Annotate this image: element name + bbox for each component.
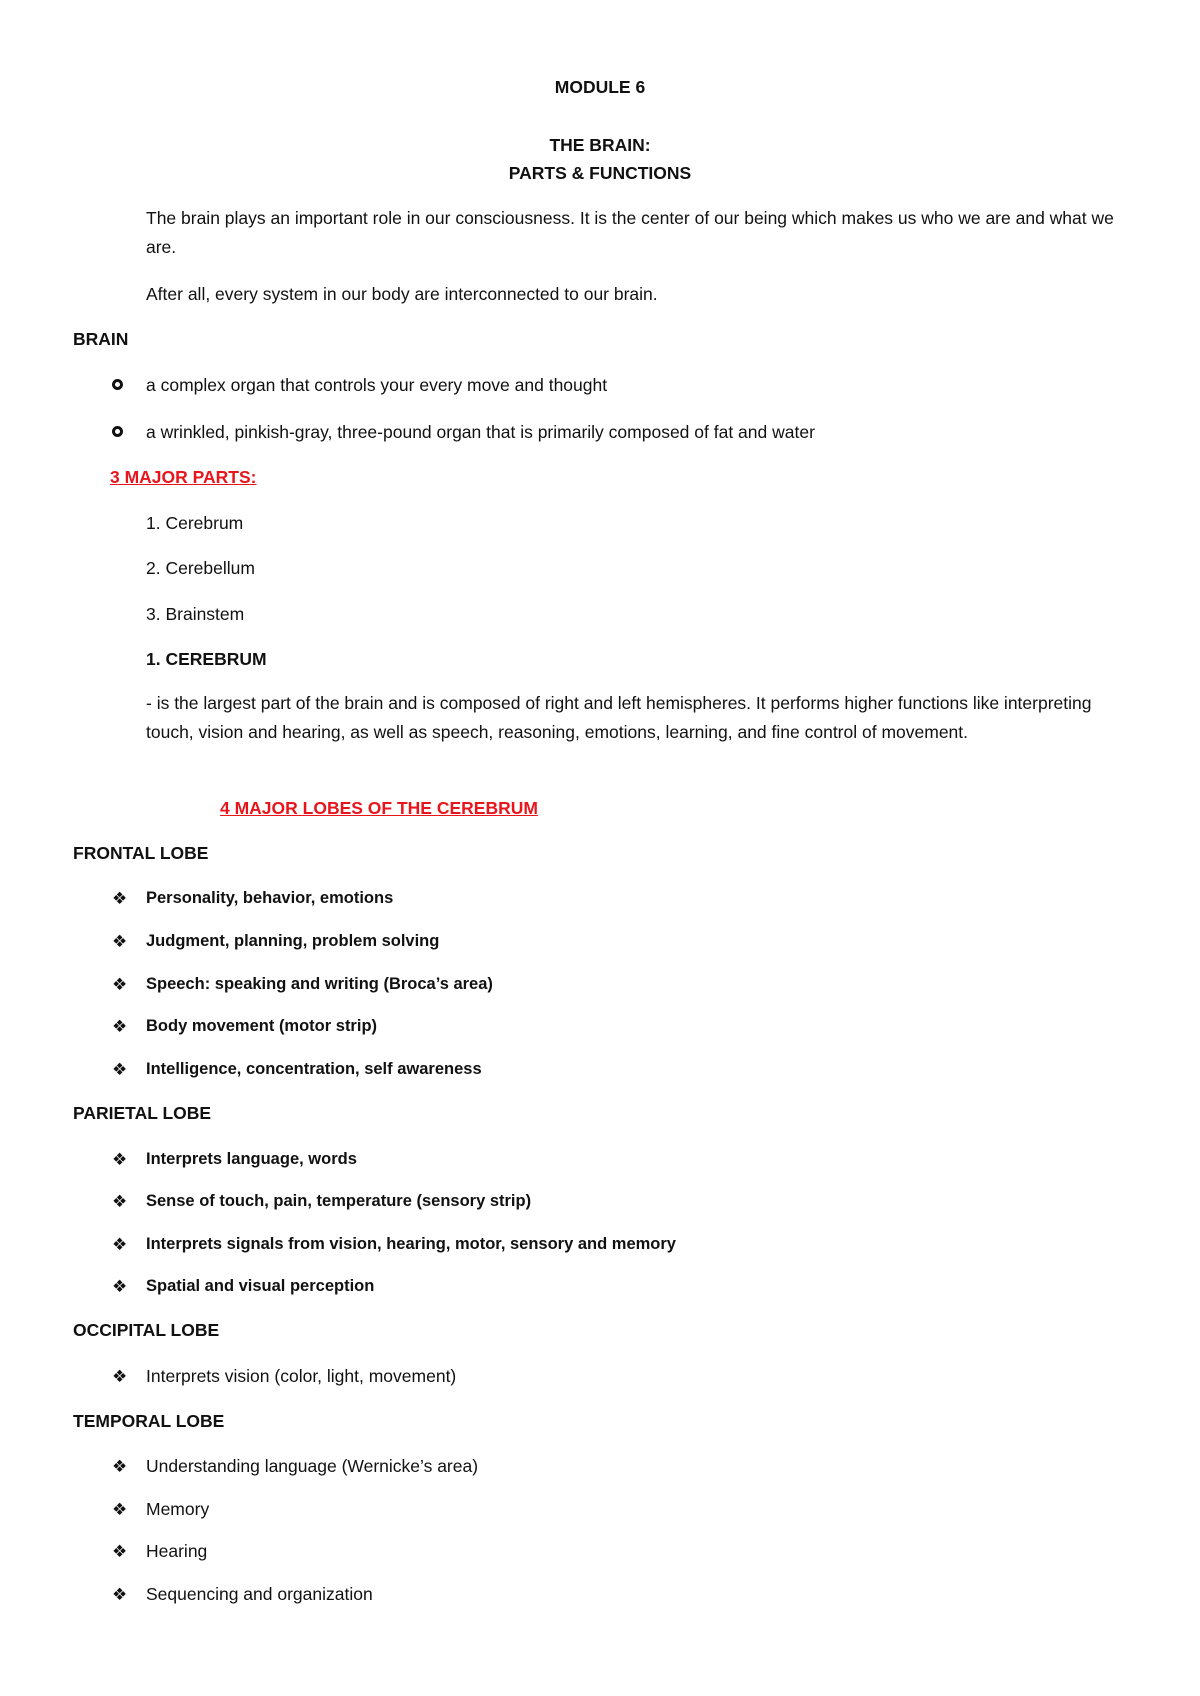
- diamond-bullet-icon: ❖: [112, 1457, 128, 1476]
- brain-bullet-2: a wrinkled, pinkish-gray, three-pound organ that is primarily composed of fat and water: [146, 422, 815, 442]
- diamond-bullet-icon: ❖: [112, 889, 128, 908]
- diamond-bullet-icon: ❖: [112, 932, 128, 951]
- parietal-item: Interprets signals from vision, hearing, motor, sensory and memory: [146, 1235, 676, 1253]
- parietal-lobe-heading: PARIETAL LOBE: [73, 1103, 212, 1123]
- temporal-item: Sequencing and organization: [146, 1584, 373, 1604]
- occipital-item: Interprets vision (color, light, movement): [146, 1366, 457, 1386]
- intro-paragraph-2: After all, every system in our body are interconnected to our brain.: [146, 284, 658, 304]
- cerebrum-heading: 1. CEREBRUM: [146, 649, 267, 669]
- frontal-item: Personality, behavior, emotions: [146, 889, 394, 907]
- frontal-item: Body movement (motor strip): [146, 1017, 378, 1035]
- diamond-bullet-icon: ❖: [112, 1192, 128, 1211]
- parietal-item: Spatial and visual perception: [146, 1277, 375, 1295]
- lobes-heading: 4 MAJOR LOBES OF THE CEREBRUM: [220, 798, 538, 818]
- diamond-bullet-icon: ❖: [112, 1150, 128, 1169]
- temporal-item: Hearing: [146, 1541, 208, 1561]
- frontal-item: Speech: speaking and writing (Broca’s area): [146, 975, 493, 993]
- temporal-lobe-heading: TEMPORAL LOBE: [73, 1411, 225, 1431]
- parietal-item: Sense of touch, pain, temperature (sensory strip): [146, 1192, 532, 1210]
- diamond-bullet-icon: ❖: [112, 1017, 128, 1036]
- temporal-item: Memory: [146, 1499, 210, 1519]
- brain-heading: BRAIN: [73, 329, 129, 349]
- diamond-bullet-icon: ❖: [112, 1235, 128, 1254]
- circle-bullet-icon: [112, 426, 123, 437]
- module-title: MODULE 6: [554, 77, 646, 97]
- diamond-bullet-icon: ❖: [112, 1060, 128, 1079]
- occipital-lobe-heading: OCCIPITAL LOBE: [73, 1320, 220, 1340]
- module-subtitle-line1: THE BRAIN:: [549, 135, 651, 155]
- diamond-bullet-icon: ❖: [112, 975, 128, 994]
- diamond-bullet-icon: ❖: [112, 1500, 128, 1519]
- diamond-bullet-icon: ❖: [112, 1585, 128, 1604]
- frontal-lobe-heading: FRONTAL LOBE: [73, 843, 209, 863]
- diamond-bullet-icon: ❖: [112, 1542, 128, 1561]
- circle-bullet-icon: [112, 379, 123, 390]
- brain-bullet-1: a complex organ that controls your every move and thought: [146, 375, 608, 395]
- major-parts-heading: 3 MAJOR PARTS:: [110, 467, 257, 487]
- parietal-item: Interprets language, words: [146, 1150, 357, 1168]
- diamond-bullet-icon: ❖: [112, 1367, 128, 1386]
- module-subtitle-line2: PARTS & FUNCTIONS: [508, 163, 692, 183]
- intro-paragraph-1: The brain plays an important role in our consciousness. It is the center of our being which makes us who we are and what we are.: [146, 208, 1114, 257]
- major-part-item: 1. Cerebrum: [146, 513, 244, 533]
- frontal-item: Judgment, planning, problem solving: [146, 932, 440, 950]
- cerebrum-description: - is the largest part of the brain and is composed of right and left hemispheres. It performs higher functions like interpreting touch, vision and hearing, as well as speech, reasoning, emotions, learning, and fine control of movement.: [146, 693, 1092, 742]
- major-part-item: 3. Brainstem: [146, 604, 245, 624]
- temporal-item: Understanding language (Wernicke’s area): [146, 1456, 479, 1476]
- major-part-item: 2. Cerebellum: [146, 558, 255, 578]
- frontal-item: Intelligence, concentration, self awareness: [146, 1060, 482, 1078]
- diamond-bullet-icon: ❖: [112, 1277, 128, 1296]
